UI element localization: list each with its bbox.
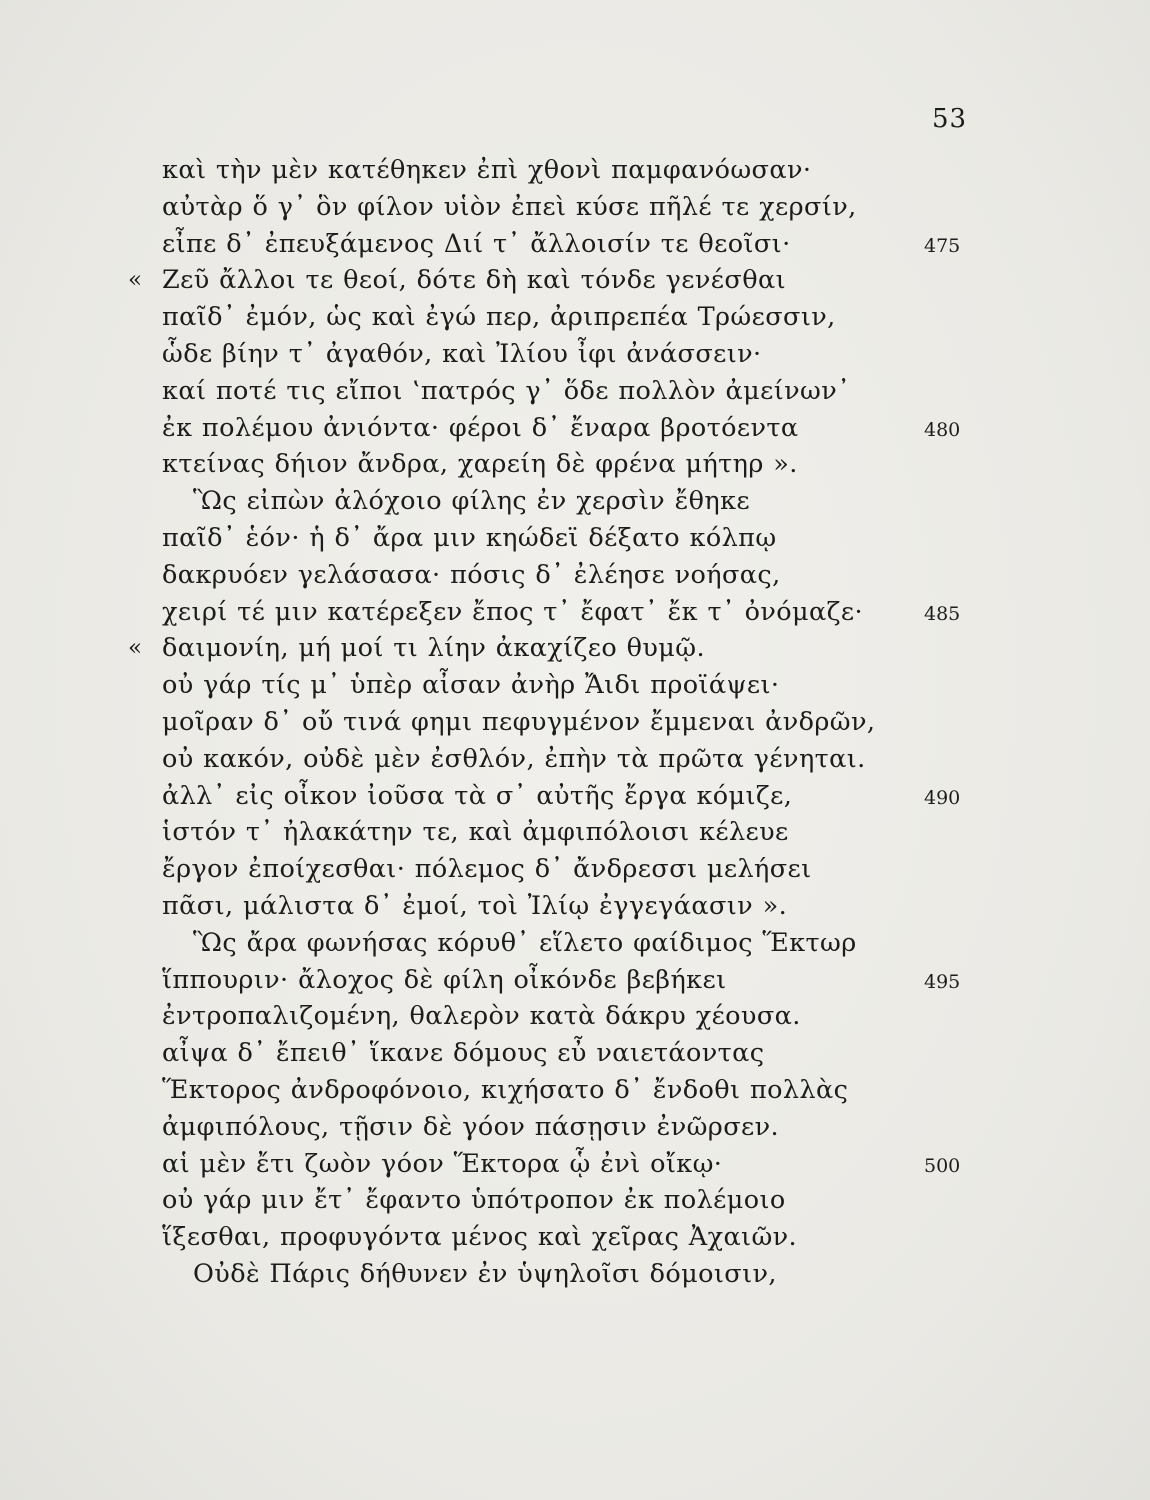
line-number: 495 bbox=[924, 970, 961, 993]
verse-text: εἶπε δ᾽ ἐπευξάμενος Διί τ᾽ ἄλλοισίν τε θεοῖσι· bbox=[162, 228, 791, 259]
verse-line bbox=[0, 928, 1150, 966]
verse-text: ἵππουριν· ἄλοχος δὲ φίλη οἶκόνδε βεβήκει bbox=[162, 964, 727, 995]
line-number: 500 bbox=[924, 1154, 961, 1177]
verse-text: ἐντροπαλιζομένη, θαλερὸν κατὰ δάκρυ χέουσα. bbox=[162, 1001, 801, 1032]
verse-text: δακρυόεν γελάσασα· πόσις δ᾽ ἐλέησε νοήσας, bbox=[162, 559, 781, 590]
verse-line bbox=[0, 1001, 1150, 1039]
verse-text: αἱ μὲν ἔτι ζωὸν γόον Ἕκτορα ᾧ ἐνὶ οἴκῳ· bbox=[162, 1148, 723, 1179]
verse-text: ἱστόν τ᾽ ἠλακάτην τε, καὶ ἀμφιπόλοισι κέλευε bbox=[162, 817, 789, 848]
verse-line bbox=[0, 265, 1150, 303]
verse-text: ἀλλ᾽ εἰς οἶκον ἰοῦσα τὰ σ᾽ αὐτῆς ἔργα κόμιζε, bbox=[162, 780, 793, 811]
verse-text: μοῖραν δ᾽ οὔ τινά φημι πεφυγμένον ἔμμεναι ἀνδρῶν, bbox=[162, 707, 876, 737]
verse-line bbox=[0, 1222, 1150, 1260]
verse-line bbox=[0, 523, 1150, 561]
line-number: 475 bbox=[924, 234, 961, 257]
verse-line bbox=[0, 155, 1150, 193]
verse-text: ἀμφιπόλους, τῇσιν δὲ γόον πάσῃσιν ἐνῶρσεν. bbox=[162, 1111, 780, 1142]
verse-text: Ὣς ἄρα φωνήσας κόρυθ᾽ εἵλετο φαίδιμος Ἕκτωρ bbox=[193, 927, 857, 958]
verse-line bbox=[0, 633, 1150, 671]
verse-line bbox=[0, 854, 1150, 892]
verse-text: Ὣς εἰπὼν ἀλόχοιο φίλης ἐν χερσὶν ἔθηκε bbox=[193, 486, 751, 517]
verse-text: οὐ κακόν, οὐδὲ μὲν ἐσθλόν, ἐπὴν τὰ πρῶτα γένηται. bbox=[162, 743, 866, 774]
verse-line bbox=[0, 486, 1150, 524]
verse-line bbox=[0, 707, 1150, 745]
verse-line bbox=[0, 670, 1150, 708]
verse-line bbox=[0, 891, 1150, 929]
verse-text: οὐ γάρ μιν ἔτ᾽ ἔφαντο ὑπότροπον ἐκ πολέμοιο bbox=[162, 1185, 786, 1216]
verse-text: Οὐδὲ Πάρις δήθυνεν ἐν ὑψηλοῖσι δόμοισιν, bbox=[193, 1259, 777, 1289]
verse-line bbox=[0, 302, 1150, 340]
verse-line bbox=[0, 376, 1150, 414]
verse-text: πᾶσι, μάλιστα δ᾽ ἐμοί, τοὶ Ἰλίῳ ἐγγεγάασιν ». bbox=[162, 891, 788, 921]
page-number: 53 bbox=[932, 104, 968, 134]
verse-text: κτείνας δήιον ἄνδρα, χαρείη δὲ φρένα μήτηρ ». bbox=[162, 449, 798, 480]
verse-text: παῖδ᾽ ἑόν· ἡ δ᾽ ἄρα μιν κηώδεϊ δέξατο κόλπῳ bbox=[162, 523, 777, 553]
verse-line bbox=[0, 781, 1150, 819]
line-number: 490 bbox=[924, 786, 961, 809]
verse-line bbox=[0, 1038, 1150, 1076]
line-number: 485 bbox=[924, 602, 961, 625]
verse-line bbox=[0, 192, 1150, 230]
verse-text: Ἕκτορος ἀνδροφόνοιο, κιχήσατο δ᾽ ἔνδοθι πολλὰς bbox=[162, 1075, 849, 1105]
verse-line bbox=[0, 1112, 1150, 1150]
verse-line bbox=[0, 1185, 1150, 1223]
verse-line bbox=[0, 449, 1150, 487]
verse-line bbox=[0, 1259, 1150, 1297]
verse-line bbox=[0, 597, 1150, 635]
verse-text: ἔργον ἐποίχεσθαι· πόλεμος δ᾽ ἄνδρεσσι μελήσει bbox=[162, 854, 812, 885]
verse-line bbox=[0, 744, 1150, 782]
verse-line bbox=[0, 339, 1150, 377]
line-number: 480 bbox=[924, 418, 961, 441]
verse-text: οὐ γάρ τίς μ᾽ ὑπὲρ αἶσαν ἀνὴρ Ἄιδι προϊάψει· bbox=[162, 670, 780, 701]
verse-line bbox=[0, 413, 1150, 451]
verse-text: δαιμονίη, μή μοί τι λίην ἀκαχίζεο θυμῷ. bbox=[162, 633, 705, 664]
verse-text: ὧδε βίην τ᾽ ἀγαθόν, καὶ Ἰλίου ἶφι ἀνάσσειν· bbox=[162, 339, 762, 369]
opening-quote-mark: « bbox=[128, 635, 143, 662]
verse-text: αὐτὰρ ὅ γ᾽ ὃν φίλον υἱὸν ἐπεὶ κύσε πῆλέ τε χερσίν, bbox=[162, 191, 857, 222]
verse-line bbox=[0, 229, 1150, 267]
verse-text: παῖδ᾽ ἐμόν, ὡς καὶ ἐγώ περ, ἀριπρεπέα Τρώεσσιν, bbox=[162, 302, 836, 333]
verse-text: ἵξεσθαι, προφυγόντα μένος καὶ χεῖρας Ἀχαιῶν. bbox=[162, 1222, 798, 1253]
opening-quote-mark: « bbox=[128, 267, 143, 294]
verse-text: χειρί τέ μιν κατέρεξεν ἔπος τ᾽ ἔφατ᾽ ἔκ τ᾽ ὀνόμαζε· bbox=[162, 596, 863, 627]
verse-text: καὶ τὴν μὲν κατέθηκεν ἐπὶ χθονὶ παμφανόωσαν· bbox=[162, 155, 812, 185]
verse-line bbox=[0, 817, 1150, 855]
verse-text: Ζεῦ ἄλλοι τε θεοί, δότε δὴ καὶ τόνδε γενέσθαι bbox=[162, 265, 786, 296]
verse-text: καί ποτέ τις εἴποι ‛πατρός γ᾽ ὅδε πολλὸν ἀμείνων᾽ bbox=[162, 375, 851, 406]
verse-line bbox=[0, 560, 1150, 598]
verse-line bbox=[0, 1149, 1150, 1187]
verse-text: ἐκ πολέμου ἀνιόντα· φέροι δ᾽ ἔναρα βροτόεντα bbox=[162, 412, 799, 443]
verse-text: αἶψα δ᾽ ἔπειθ᾽ ἵκανε δόμους εὖ ναιετάοντας bbox=[162, 1038, 765, 1069]
verse-line bbox=[0, 965, 1150, 1003]
verse-line bbox=[0, 1075, 1150, 1113]
